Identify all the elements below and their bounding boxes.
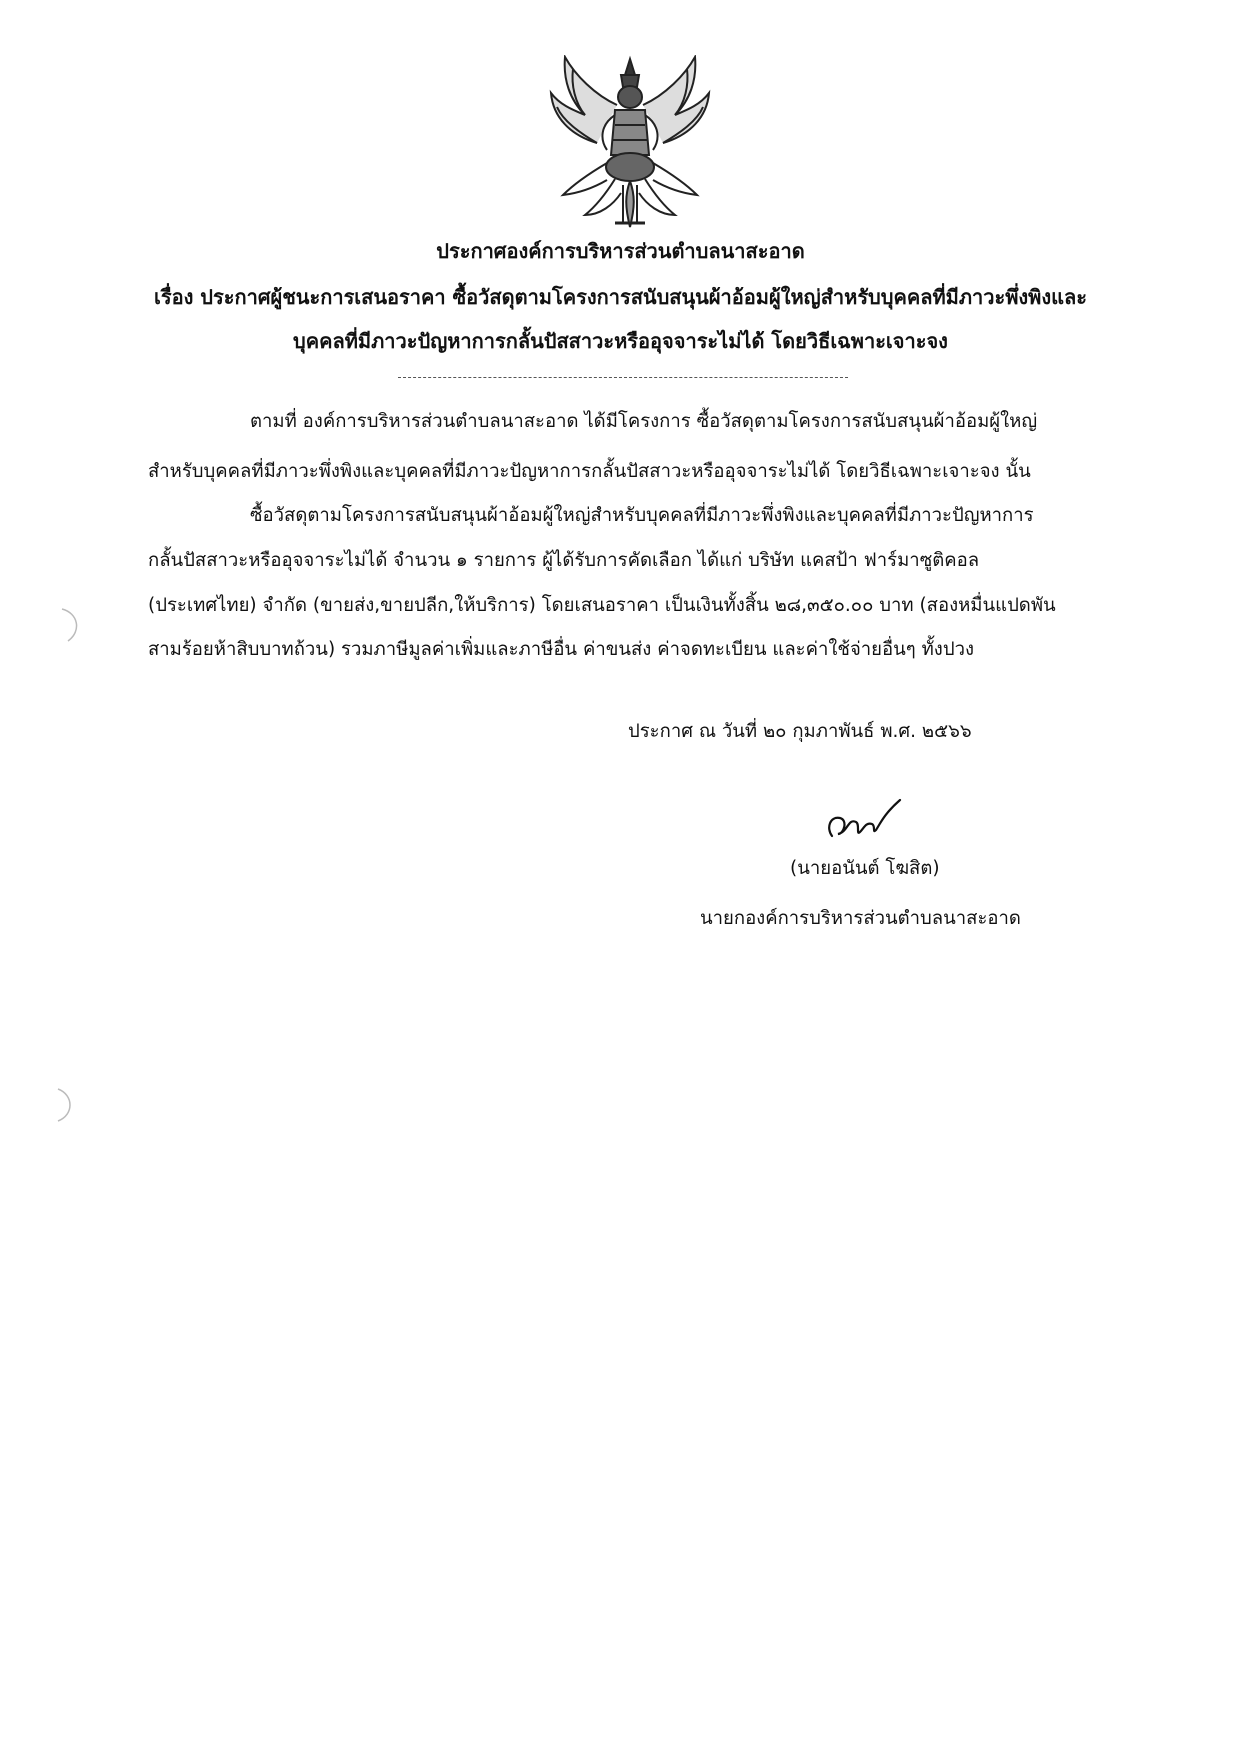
body-line-4: กลั้นปัสสาวะหรืออุจจาระไม่ได้ จำนวน ๑ รายการ ผู้ได้รับการคัดเลือก ได้แก่ บริษัท แคสป้า ฟาร์มาซูติคอล: [148, 550, 980, 571]
subject-line-2: บุคคลที่มีภาวะปัญหาการกลั้นปัสสาวะหรืออุจจาระไม่ได้ โดยวิธีเฉพาะเจาะจง: [293, 329, 948, 353]
body-line-6: สามร้อยห้าสิบบาทถ้วน) รวมภาษีมูลค่าเพิ่มและภาษีอื่น ค่าขนส่ง ค่าจดทะเบียน และค่าใช้จ่ายอื่นๆ ทั้งปวง: [148, 639, 974, 660]
body-line-3: ซื้อวัสดุตามโครงการสนับสนุนผ้าอ้อมผู้ใหญ่สำหรับบุคคลที่มีภาวะพึ่งพิงและบุคคลที่มีภาวะปัญหาการ: [250, 505, 1034, 526]
announcement-date: ประกาศ ณ วันที่ ๒๐ กุมภาพันธ์ พ.ศ. ๒๕๖๖: [628, 721, 972, 742]
punch-hole-mark: [52, 1085, 78, 1125]
body-line-1: ตามที่ องค์การบริหารส่วนตำบลนาสะอาด ได้มีโครงการ ซื้อวัสดุตามโครงการสนับสนุนผ้าอ้อมผู้ใหญ่: [250, 411, 1038, 432]
garuda-emblem-icon: [545, 55, 715, 230]
separator-line: [398, 377, 848, 378]
body-line-2: สำหรับบุคคลที่มีภาวะพึ่งพิงและบุคคลที่มีภาวะปัญหาการกลั้นปัสสาวะหรืออุจจาระไม่ได้ โดยวิธีเฉพาะเจาะจง นั้น: [148, 461, 1031, 482]
punch-hole-mark: [58, 605, 84, 645]
signer-position: นายกองค์การบริหารส่วนตำบลนาสะอาด: [700, 908, 1021, 929]
document-heading: ประกาศองค์การบริหารส่วนตำบลนาสะอาด: [436, 239, 805, 263]
signer-name: (นายอนันต์ โฆสิต): [790, 858, 940, 879]
body-line-5: (ประเทศไทย) จำกัด (ขายส่ง,ขายปลีก,ให้บริการ) โดยเสนอราคา เป็นเงินทั้งสิ้น ๒๘,๓๕๐.๐๐ บาท (สองหมื่นแปดพัน: [148, 595, 1056, 616]
handwritten-signature: [822, 788, 902, 848]
subject-line-1: เรื่อง ประกาศผู้ชนะการเสนอราคา ซื้อวัสดุตามโครงการสนับสนุนผ้าอ้อมผู้ใหญ่สำหรับบุคคลที่มีภาวะพึ่งพิงและ: [153, 285, 1088, 309]
